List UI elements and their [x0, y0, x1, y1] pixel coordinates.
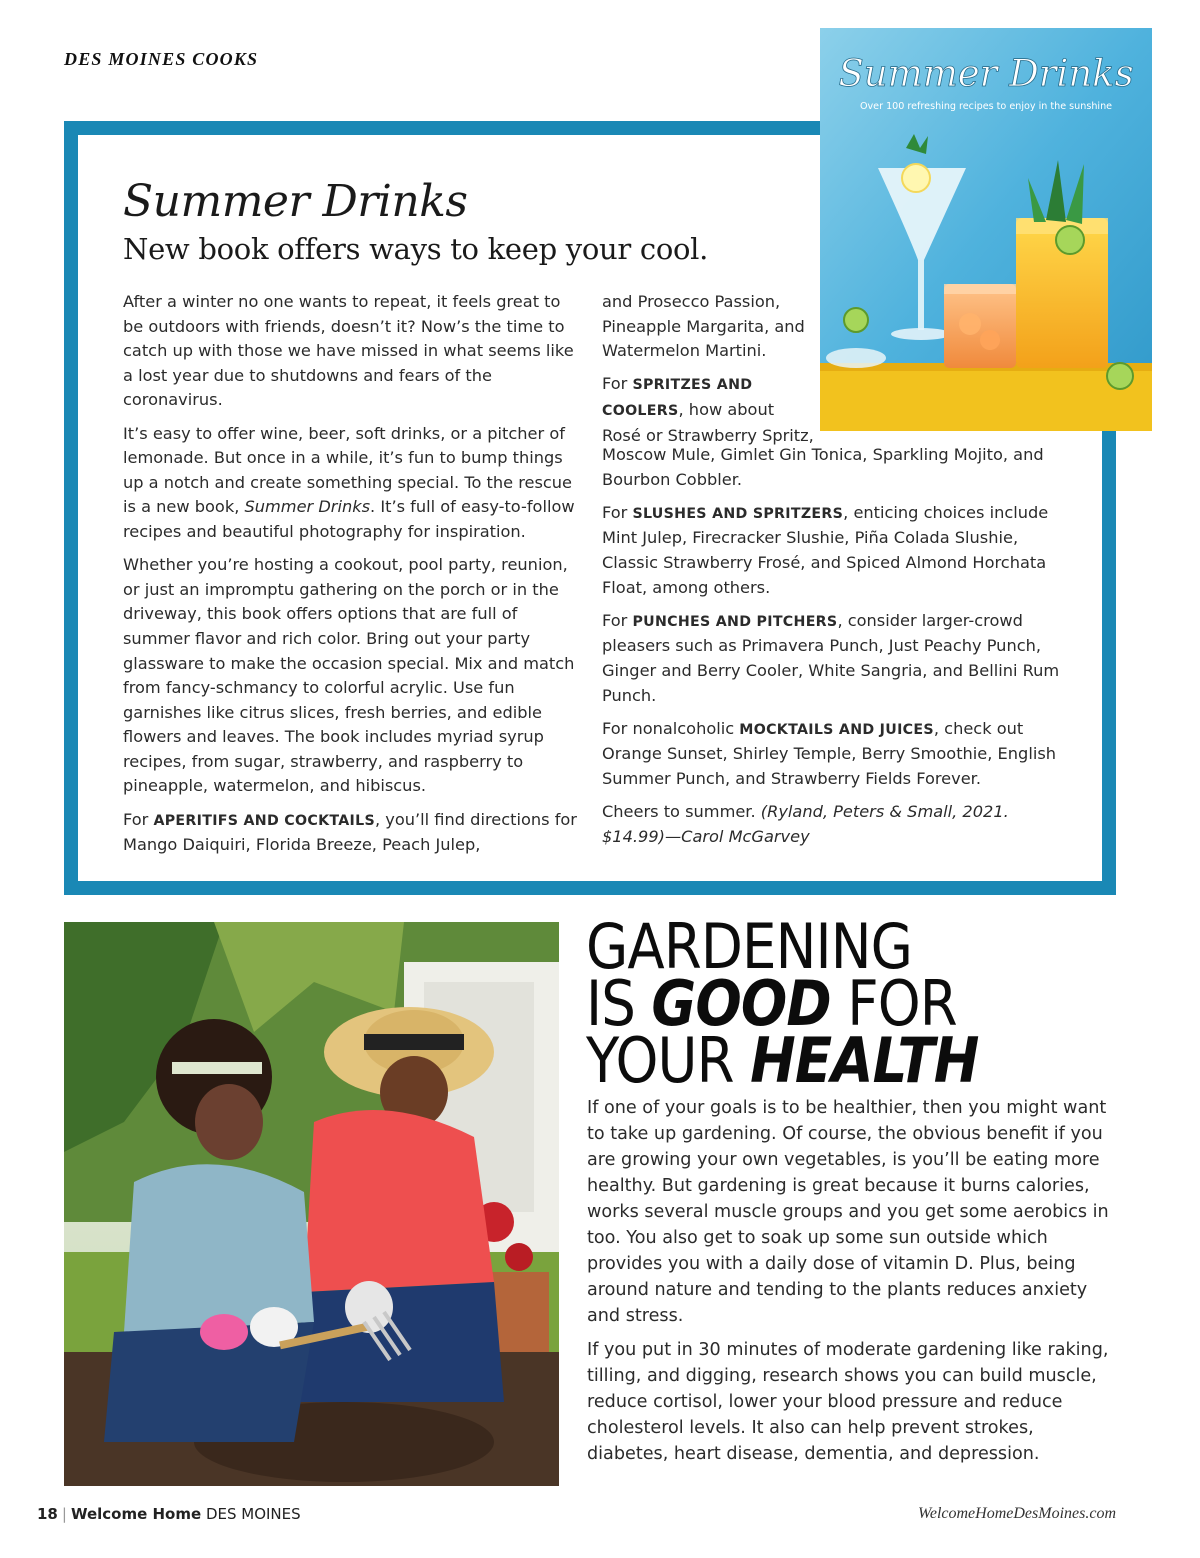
category-label: APERITIFS AND COCKTAILS: [153, 812, 375, 829]
book-credit: (Ryland, Peters & Small, 2021. $14.99)—Carol McGarvey: [602, 802, 1009, 846]
drinks-paragraph: After a winter no one wants to repeat, it feels great to be outdoors with friends, doesn’t it? Now’s the time to catch up with those we have missed in what seems like a lost year due to shutdowns and fears of the coronavirus.: [123, 292, 574, 410]
category-label: SPRITZES AND COOLERS: [602, 377, 753, 419]
text-run: , how about Rosé or Strawberry Spritz,: [602, 399, 814, 445]
drinks-paragraph: [123, 422, 583, 545]
drinks-paragraph: [123, 808, 583, 858]
drinks-paragraph: [602, 501, 1072, 600]
article-title: Summer Drinks: [123, 176, 468, 227]
book-title: Summer Drinks: [244, 497, 371, 517]
section-label: DES MOINES COOKS: [64, 49, 259, 69]
headline-emphasis: GOOD: [651, 967, 831, 1040]
headline-run: YOUR: [586, 1024, 751, 1097]
gardening-paragraph: If one of your goals is to be healthier, then you might want to take up gardening. Of course, the obvious benefit if you are growing your own vegetables, is you’ll be eating more healthy. But gardening is great because it burns calories, works several muscle groups and you get some aerobics in too. You also get to soak up some sun outside which provides you with a daily dose of vitamin D. Plus, being around nature and tending to the plants reduces anxiety and stress.: [587, 1098, 1109, 1326]
page-number: 18: [37, 1505, 58, 1523]
gardening-body: [587, 1095, 1117, 1475]
publication-brand: Welcome Home: [70, 1505, 202, 1523]
drinks-paragraph: Whether you’re hosting a cookout, pool party, reunion, or just an impromptu gathering on the porch or in the driveway, this book offers options that are full of summer flavor and rich color. Bring out your party glassware to make the occasion special. Mix and match from fancy-schmancy to colorful acrylic. Use fun garnishes like citrus slices, fresh berries, and edible flowers and leaves. The book includes myriad syrup recipes, from sugar, strawberry, and raspberry to pineapple, watermelon, and hibiscus.: [123, 555, 575, 796]
publication-city: DES MOINES: [205, 1505, 301, 1523]
gardening-headline: [586, 910, 979, 1097]
text-run: Cheers to summer.: [602, 802, 761, 822]
drinks-paragraph: [602, 372, 817, 448]
text-run: . It’s full of easy-to-follow recipes and beautiful photography for inspiration.: [123, 497, 575, 541]
book-cover-tagline: Over 100 refreshing recipes to enjoy in the sunshine: [859, 101, 1113, 112]
text-run: , you’ll find directions for Mango Daiquiri, Florida Breeze, Peach Julep,: [123, 809, 577, 855]
text-run: For: [602, 502, 633, 522]
category-label: PUNCHES AND PITCHERS: [632, 613, 838, 630]
drinks-column-right-top: [602, 290, 817, 457]
drinks-column-left: [123, 290, 583, 866]
text-run: For: [602, 610, 633, 630]
category-label: SLUSHES AND SPRITZERS: [632, 505, 844, 522]
headline-run: FOR: [830, 967, 957, 1040]
book-cover-image: [820, 28, 1152, 431]
headline-line: GARDENING: [586, 910, 913, 983]
headline-emphasis: HEALTH: [750, 1024, 979, 1097]
publication-website: WelcomeHomeDesMoines.com: [917, 1505, 1116, 1522]
text-run: , enticing choices include Mint Julep, Firecracker Slushie, Piña Colada Slushie, Classic Strawberry Frosé, and Spiced Almond Horchata Float, among others.: [602, 502, 1049, 597]
text-run: , consider larger-crowd pleasers such as Primavera Punch, Just Peachy Punch, Ginger and Berry Cooler, White Sangria, and Bellini Rum Punch.: [602, 610, 1060, 705]
headline-run: IS: [586, 967, 652, 1040]
drinks-paragraph: and Prosecco Passion, Pineapple Margarita, and Watermelon Martini.: [602, 292, 805, 361]
drinks-paragraph: Moscow Mule, Gimlet Gin Tonica, Sparkling Mojito, and Bourbon Cobbler.: [602, 445, 1044, 489]
footer-separator: |: [61, 1505, 67, 1523]
text-run: , check out Orange Sunset, Shirley Temple, Berry Smoothie, English Summer Punch, and Strawberry Fields Forever.: [602, 718, 1057, 788]
text-run: For nonalcoholic: [602, 718, 740, 738]
drinks-column-right-bottom: [602, 443, 1072, 858]
drinks-paragraph: [602, 800, 1072, 849]
page-footer-left: [37, 1505, 301, 1523]
book-cover-title: Summer Drinks: [838, 52, 1134, 95]
drinks-paragraph: [602, 609, 1072, 708]
category-label: MOCKTAILS AND JUICES: [739, 721, 934, 738]
gardening-paragraph: If you put in 30 minutes of moderate gardening like raking, tilling, and digging, research shows you can build muscle, reduce cortisol, lower your blood pressure and reduce cholesterol levels. It also can help prevent strokes, diabetes, heart disease, dementia, and depression.: [587, 1340, 1109, 1464]
drinks-paragraph: [602, 717, 1072, 792]
text-run: For: [602, 374, 633, 394]
text-run: For: [123, 809, 154, 829]
article-subtitle: New book offers ways to keep your cool.: [123, 232, 709, 266]
headline-line: [586, 1024, 979, 1097]
gardening-photo: [64, 922, 559, 1486]
text-run: It’s easy to offer wine, beer, soft drinks, or a pitcher of lemonade. But once in a while, it’s fun to bump things up a notch and create something special. To the rescue is a new book,: [123, 423, 573, 517]
